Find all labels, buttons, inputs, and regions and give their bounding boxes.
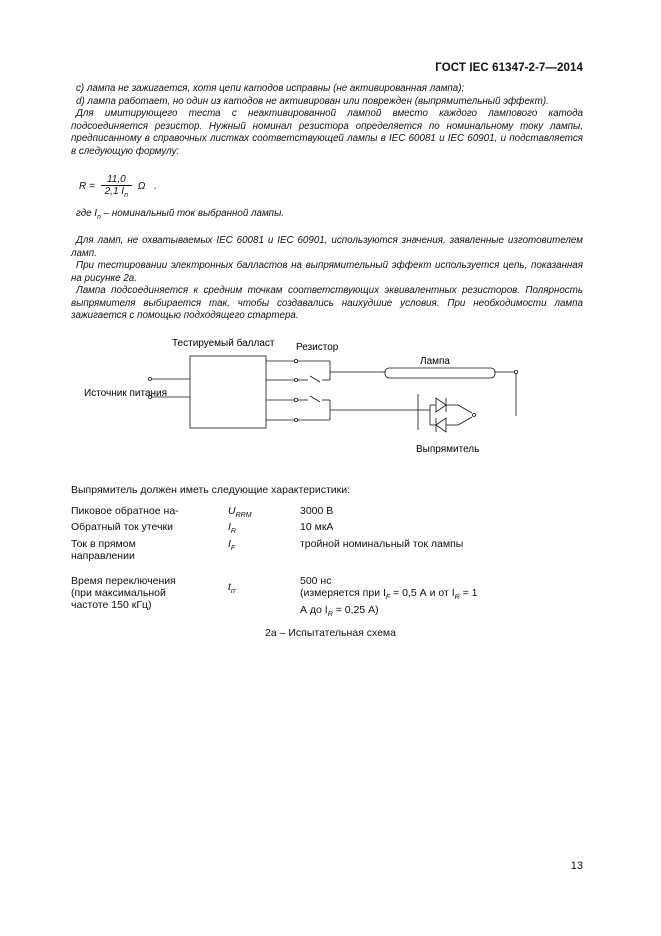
item-d: d) лампа работает, но один из катодов не активирован или поврежден (выпрямительный эффект). bbox=[76, 95, 549, 107]
formula-fraction bbox=[101, 174, 132, 199]
paragraph-other-lamps: Для ламп, не охватываемых IEC 60081 и IEC 60901, используются значения, заявленные изготовителем ламп. bbox=[71, 235, 583, 259]
characteristics-title: Выпрямитель должен иметь следующие характеристики: bbox=[71, 484, 351, 496]
paragraph-testing: При тестировании электронных балластов на выпрямительный эффект используется цепь, показанная на рисунке 2а. bbox=[71, 260, 583, 284]
resistor-formula bbox=[79, 174, 157, 199]
lamp-label: Лампа bbox=[420, 356, 450, 367]
ballast-box bbox=[190, 356, 266, 428]
source-label: Источник питания bbox=[84, 388, 168, 399]
ballast-label: Тестируемый балласт bbox=[172, 338, 275, 349]
formula-numerator: 11,0 bbox=[101, 174, 132, 186]
formula-denominator: 2,1 $I_n$ bbox=[104, 186, 128, 199]
formula-tail: . bbox=[154, 181, 157, 193]
formula-where: где $I_n$ – номинальный ток выбранной лампы. bbox=[76, 208, 285, 221]
item-c: c) лампа не зажигается, хотя цепи катодов исправны (не активированная лампа); bbox=[76, 83, 465, 94]
standard-header: ГОСТ IEC 61347-2-7—2014 bbox=[435, 62, 583, 74]
rectifier-label: Выпрямитель bbox=[416, 444, 480, 455]
figure-caption: 2а – Испытательная схема bbox=[265, 627, 396, 639]
page-number: 13 bbox=[570, 860, 583, 872]
formula-unit: Ω bbox=[137, 181, 146, 193]
resistor-label: Резистор bbox=[296, 342, 339, 353]
test-circuit-diagram bbox=[80, 334, 530, 464]
body-text-top bbox=[71, 83, 583, 158]
body-text-bottom bbox=[71, 235, 583, 323]
paragraph-lamp: Лампа подсоединяется к средним точкам соответствующих эквивалентных резисторов. Полярность выпрямителя выбирается так, чтобы создавались наихудшие условия. При необходимости лампа зажигается с помощью подходящего стартера. bbox=[71, 285, 583, 321]
paragraph-simulation: Для имитирующего теста с неактивированной лампой вместо каждого лампового катода подсоединяется резистор. Нужный номинал резистора определяется по номинальному току лампы, предписанному в справочных листках соответствующей лампы в IEC 60081 и IEC 60901, и подставляется в следующую формулу: bbox=[71, 108, 583, 157]
formula-lhs: R = bbox=[79, 181, 95, 193]
document-page: ГОСТ IEC 61347-2-7—2014 c) лампа не зажигается, хотя цепи катодов исправны (не активированная лампа); d) лампа работает, но один из катодов не активирован или поврежден (выпрямительный эффект). Для имитирующего теста с неактивированной лампой вместо каждого лампового катода подсоединяется резистор. Нужный номинал резистора определяется по номинальному току лампы, предписанному в справочных листках соответствующей лампы в IEC 60081 и IEC 60901, и подставляется в следующую формулу: R = $\frac{11,0}{2,1 I_n}$ Ω . где $I_n$ – номинальный ток выбранной лампы. Для ламп, не охватываемых IEC 60081 и IEC 60901, используются значения, заявленные изготовителем ламп. При тестировании электронных балластов на выпрямительный эффект используется цепь, показанная на рисунке 2а. Лампа подсоединяется к средним точкам соответствующих эквивалентных резисторов. Полярность выпрямителя выбирается так, чтобы создавались наихудшие условия. При необходимости лампа зажигается с помощью подходящего стартера. Тестируемый балласт Резистор Лампа Источник питания Выпрямитель Выпрямитель должен иметь следующие характеристики: Пиковое обратное на- $U_{RRM}$ 3000 В Обратный ток утечки $I_R$ 10 мкА Ток в прямом направлении $I_F$ тройной номинальный ток лампы Время переключения (при максимальной частоте 150 кГц) $t_{rr}$ 500 нс (измеряется при $I_F = 0,5$ А и от $I_R = 1$ А до $I_R = 0,25$ А) 2а – Испытательная схема 13 bbox=[0, 0, 661, 936]
